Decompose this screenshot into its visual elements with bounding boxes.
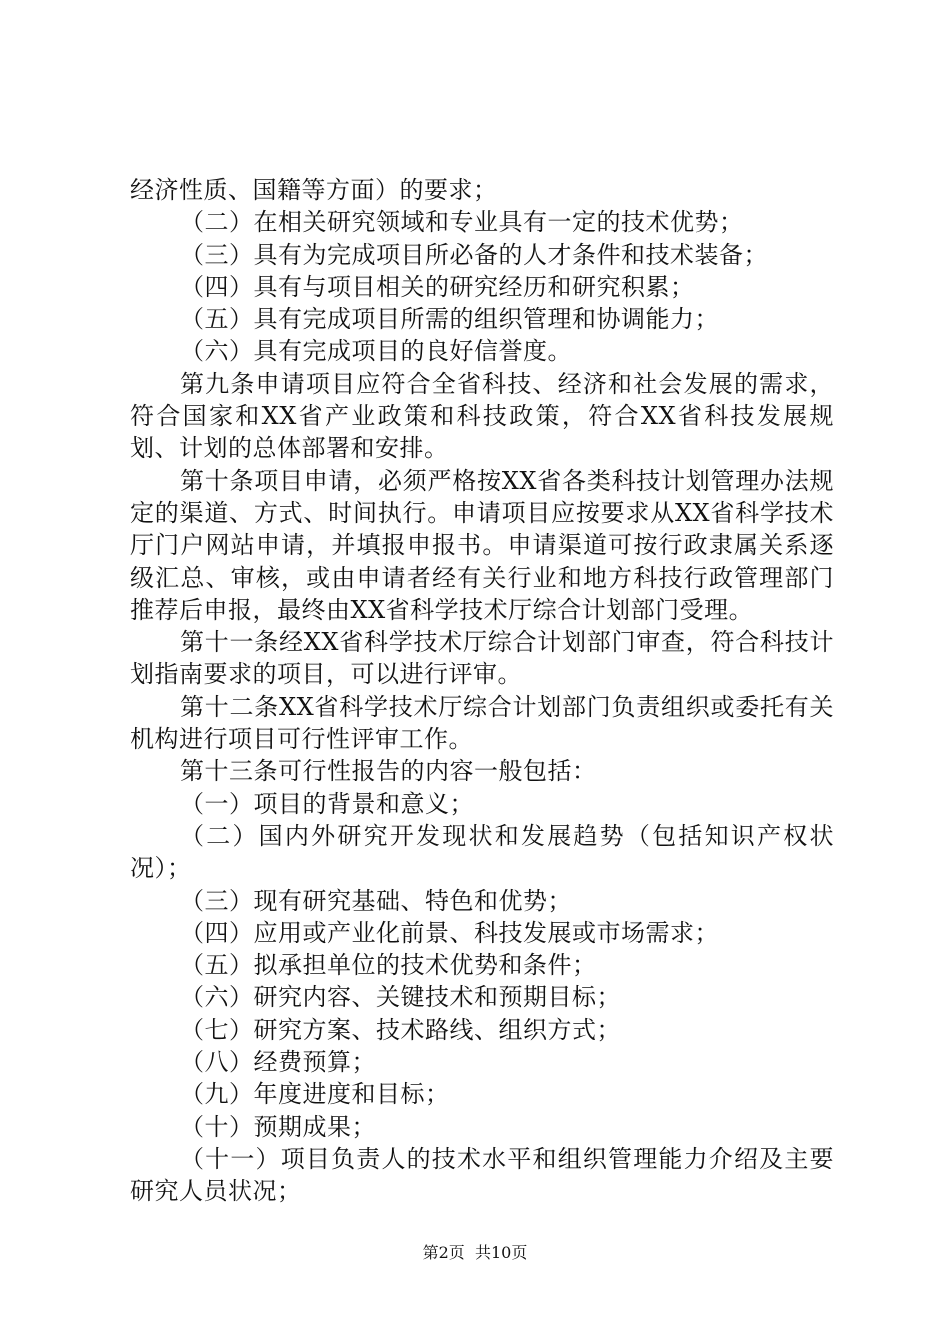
footer-spacer [465,1243,475,1262]
paragraph: （八）经费预算； [180,1048,376,1077]
paragraph: 经济性质、国籍等方面）的要求； [130,176,498,204]
paragraph: （六）具有完成项目的良好信誉度。 [180,337,572,366]
paragraph: （四）应用或产业化前景、科技发展或市场需求； [180,918,719,947]
paragraph: （五）拟承担单位的技术优势和条件； [180,951,597,980]
paragraph: （六）研究内容、关键技术和预期目标； [180,983,621,1012]
paragraph: （三）具有为完成项目所必备的人才条件和技术装备； [180,240,768,269]
paragraph: 第十二条XX省科学技术厅综合计划部门负责组织或委托有关机构进行项目可行性评审工作。 [130,692,834,754]
paragraph: （九）年度进度和目标； [180,1080,450,1109]
paragraph: （四）具有与项目相关的研究经历和研究积累； [180,272,695,301]
paragraph: （二）国内外研究开发现状和发展趋势（包括知识产权状况）； [130,821,834,883]
paragraph: 第九条申请项目应符合全省科技、经济和社会发展的需求，符合国家和XX省产业政策和科技政策，符合XX省科技发展规划、计划的总体部署和安排。 [130,369,834,463]
page-footer [0,1243,950,1263]
paragraph: （十一）项目负责人的技术水平和组织管理能力介绍及主要研究人员状况； [130,1144,834,1206]
paragraph: （一）项目的背景和意义； [180,789,474,818]
paragraph: 第十条项目申请，必须严格按XX省各类科技计划管理办法规定的渠道、方式、时间执行。申请项目应按要求从XX省科学技术厅门户网站申请，并填报申报书。申请渠道可按行政隶属关系逐级汇总、审核，或由申请者经有关行业和地方科技行政管理部门推荐后申报，最终由XX省科学技术厅综合计划部门受理。 [130,466,834,624]
paragraph: 第十一条经XX省科学技术厅综合计划部门审查，符合科技计划指南要求的项目，可以进行评审。 [130,628,834,689]
page-number: 第2页 [422,1243,465,1262]
page-total: 共10页 [474,1243,528,1262]
paragraph: （五）具有完成项目所需的组织管理和协调能力； [180,305,719,334]
document-body [130,174,834,1208]
paragraph: 第十三条可行性报告的内容一般包括： [180,757,597,786]
paragraph: （二）在相关研究领域和专业具有一定的技术优势； [180,208,744,237]
paragraph: （三）现有研究基础、特色和优势； [180,886,572,915]
paragraph: （七）研究方案、技术路线、组织方式； [180,1015,621,1044]
paragraph: （十）预期成果； [180,1112,376,1141]
